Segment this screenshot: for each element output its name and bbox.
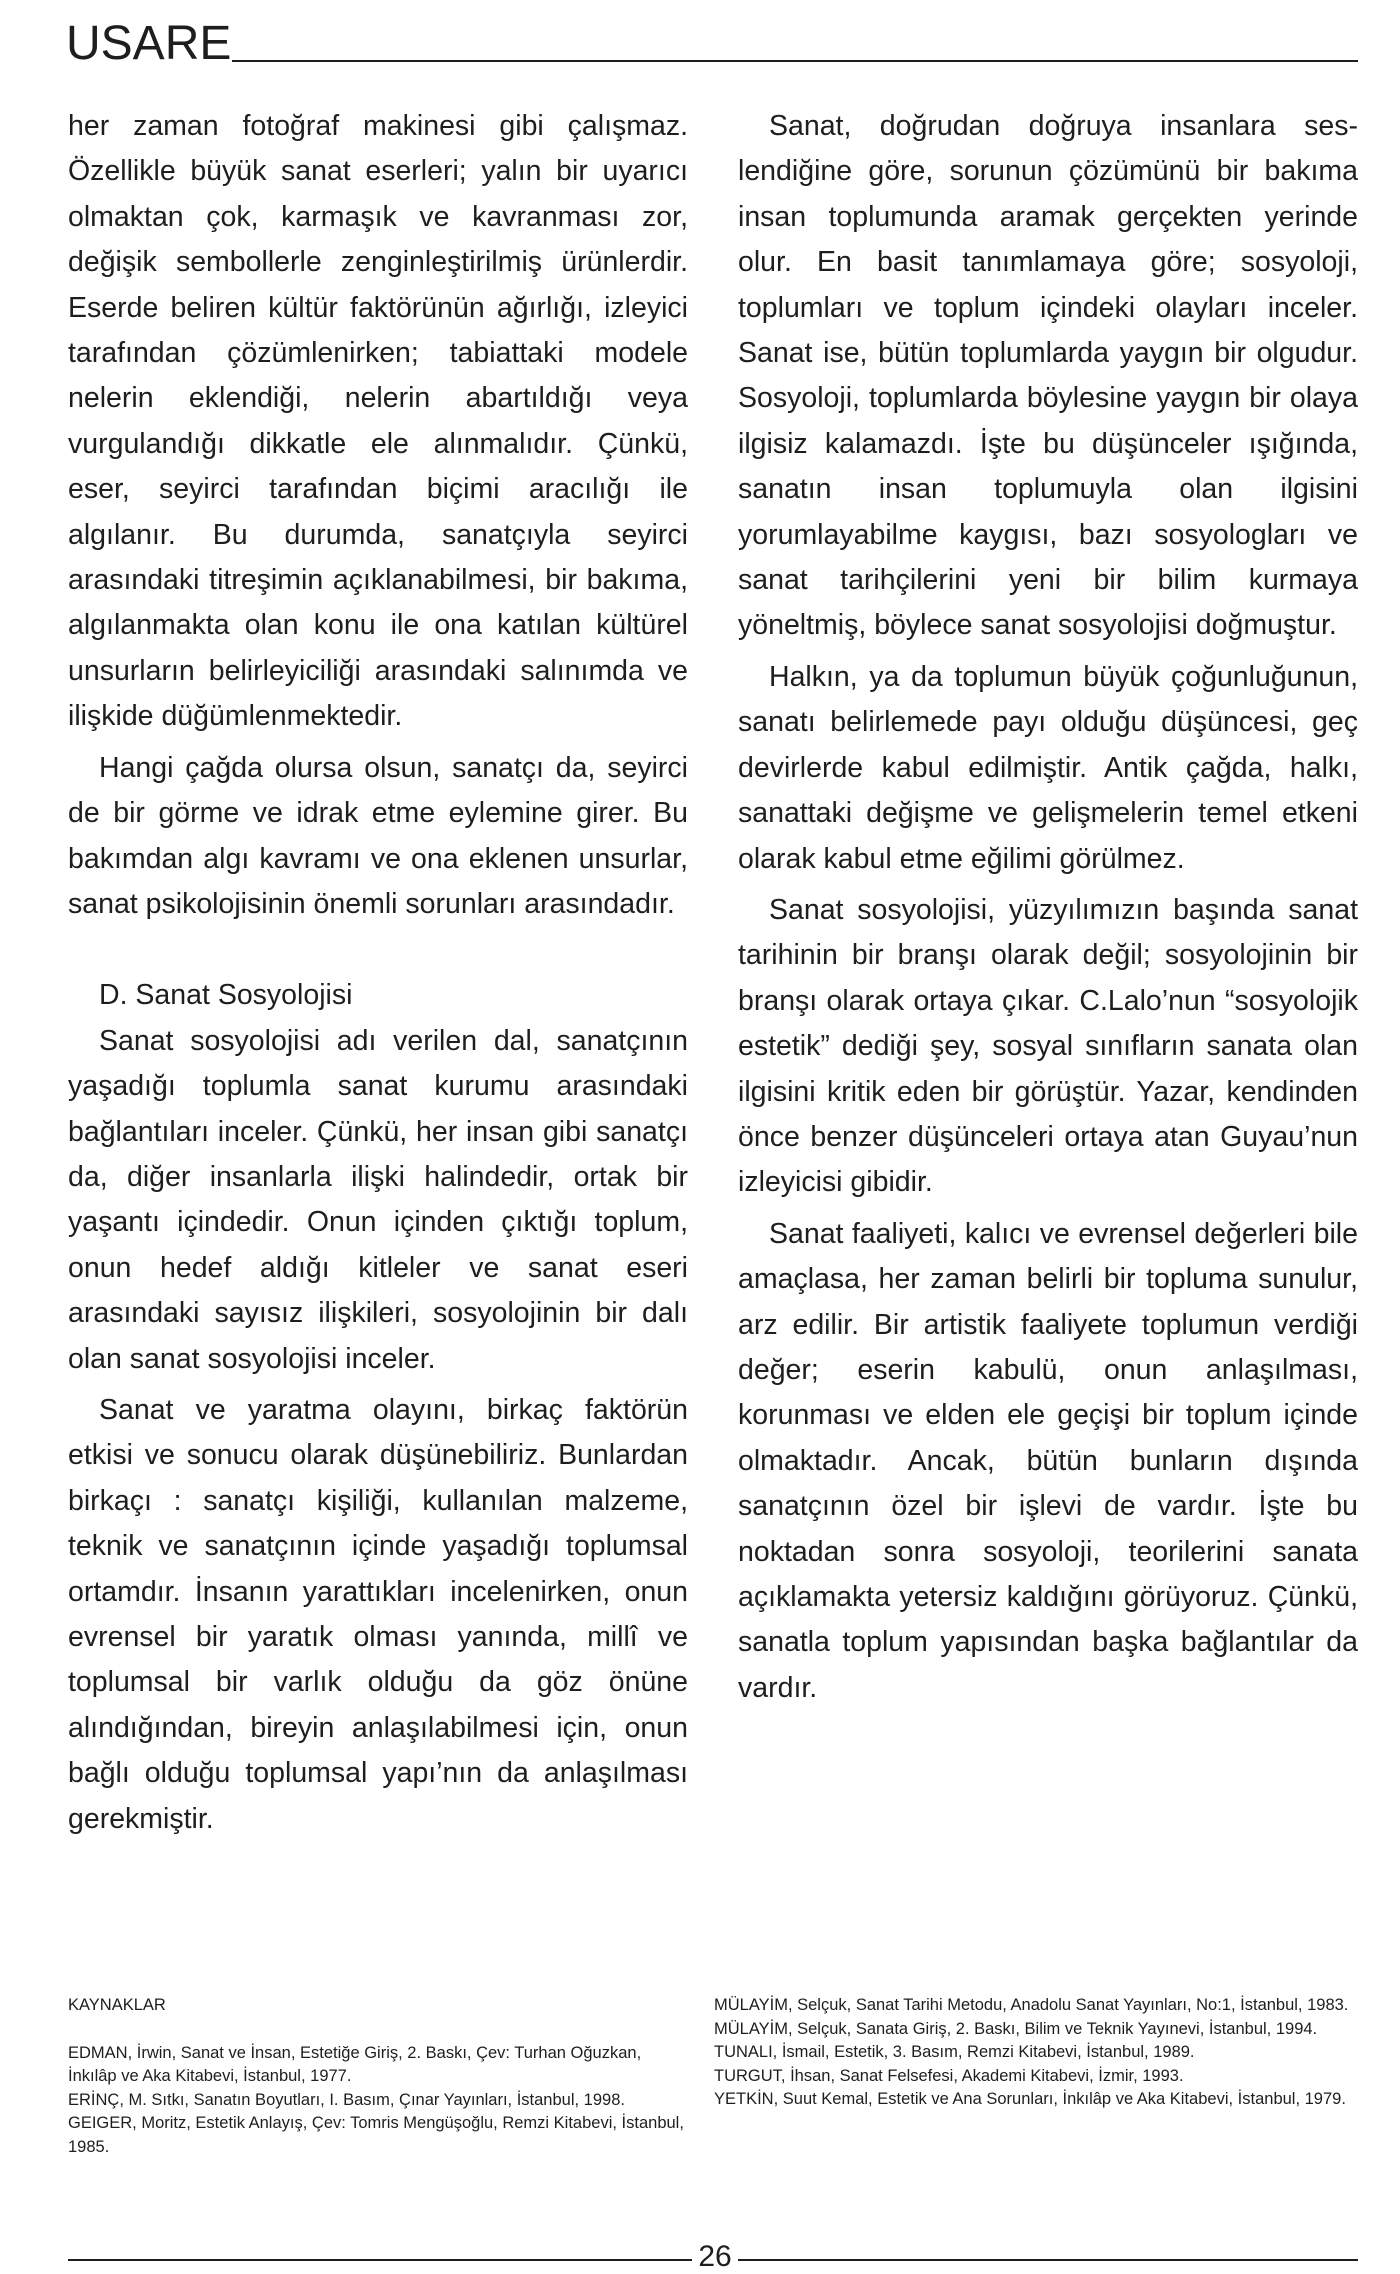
page-number: 26 [698, 2240, 732, 2273]
reference-item: GEIGER, Moritz, Estetik Anlayış, Çev: Tomris Mengüşoğlu, Remzi Kitabevi, İstanbul, 1985. [68, 2114, 684, 2156]
reference-item: EDMAN, İrwin, Sanat ve İnsan, Estetiğe Giriş, 2. Baskı, Çev: Turhan Oğuzkan, İnkılâp ve Aka Kitabevi, İstanbul, 1977. [68, 2043, 642, 2085]
reference-item: YETKİN, Suut Kemal, Estetik ve Ana Sorunları, İnkılâp ve Aka Kitabevi, İstanbul, 1979. [714, 2090, 1346, 2108]
page-header [66, 17, 1358, 70]
right-column [738, 104, 1358, 1711]
reference-item: MÜLAYİM, Selçuk, Sanata Giriş, 2. Baskı, Bilim ve Teknik Yayınevi, İstanbul, 1994. [714, 2019, 1318, 2038]
header-rule [232, 60, 1358, 62]
paragraph: Sanat faaliyeti, kalıcı ve evrensel değerleri bile amaçlasa, her zaman belirli bir topluma sunulur, arz edilir. Bir artistik faaliyete toplumun verdiği değer; eserin kabulü, onun anlaşılması, korunması ve elden ele geçişi bir toplum içinde olmaktadır. Ancak, bütün bunların dışında sanatçının özel bir işlevi de vardır. İşte bu noktadan sonra sosyoloji, teorilerini sanata açıklamakta yetersiz kaldığını görüyoruz. Çünkü, sanatla toplum yapısından başka bağlantılar da vardır. [738, 1217, 1358, 1704]
paragraph: Sanat ve yaratma olayını, birkaç faktörün etkisi ve sonucu olarak düşünebiliriz. Bunlardan birkaçı : sanatçı kişiliği, kullanılan malzeme, teknik ve sanatçının içinde yaşadığı toplumsal ortamdır. İnsanın yarattıkları incelenirken, onun evrensel bir yaratık olması yanında, millî ve toplumsal bir varlık olduğu da göz önüne alındığından, bireyin anlaşılabilmesi için, onun bağlı olduğu toplumsal yapı’nın da anlaşılması gerekmiştir. [68, 1393, 688, 1835]
left-column [68, 104, 688, 1842]
references-left [68, 1994, 688, 2159]
references-title: KAYNAKLAR [68, 1996, 166, 2014]
paragraph: Sanat, doğrudan doğruya insanlara seslendiğine göre, sorunun çözümünü bir bakıma insan toplumunda aramak gerçekten yerinde olur. En basit tanımlamaya göre; sosyoloji, toplumları ve toplum içindeki olayları inceler. Sanat ise, bütün toplumlarda yaygın bir olgudur. Sosyoloji, toplumlarda böylesine yaygın bir olaya ilgisiz kalamazdı. İşte bu düşünceler ışığında, sanatın insan toplumuyla olan ilgisini yorumlayabilme kaygısı, bazı sosyologları ve sanat tarihçilerini yeni bir bilim kurmaya yöneltmiş, böylece sanat sosyolojisi doğmuştur. [738, 110, 1358, 642]
paragraph: Hangi çağda olursa olsun, sanatçı da, seyirci de bir görme ve idrak etme eylemine girer. Bu bakımdan algı kavramı ve ona eklenen unsurlar, sanat psikolojisinin önemli sorunları arasındadır. [68, 751, 688, 920]
reference-item: ERİNÇ, M. Sıtkı, Sanatın Boyutları, I. Basım, Çınar Yayınları, İstanbul, 1998. [68, 2090, 625, 2109]
references-right [714, 1994, 1354, 2112]
reference-item: MÜLAYİM, Selçuk, Sanat Tarihi Metodu, Anadolu Sanat Yayınları, No:1, İstanbul, 1983. [714, 1996, 1349, 2014]
paragraph: Sanat sosyolojisi, yüzyılımızın başında sanat tarihinin bir branşı olarak değil; sosyolojinin bir branşı olarak ortaya çıkar. C.Lalo’nun “sosyolojik estetik” dediği şey, sosyal sınıfların sanata olan ilgisini kritik eden bir görüştür. Yazar, kendinden önce benzer düşünceleri ortaya atan Guyau’nun izleyicisi gibidir. [738, 893, 1358, 1199]
paragraph: her zaman fotoğraf makinesi gibi çalışmaz. Özellikle büyük sanat eserleri; yalın bir uyarıcı olmaktan çok, karmaşık ve kavranması zor, değişik sembollerle zenginleştirilmiş ürünlerdir. Eserde beliren kültür faktörünün ağırlığı, izleyici tarafından çözümlenirken; tabiattaki modele nelerin eklendiği, nelerin abartıldığı veya vurgulandığı dikkatle ele alınmalıdır. Çünkü, eser, seyirci tarafından biçimi aracılığı ile algılanır. Bu durumda, sanatçıyla seyirci arasındaki titreşimin açıklanabilmesi, bir bakıma, algılanmakta olan konu ile ona katılan kültürel unsurların belirleyiciliği arasındaki salınımda ve ilişkide düğümlenmektedir. [68, 110, 688, 733]
paragraph: Halkın, ya da toplumun büyük çoğunluğunun, sanatı belirlemede payı olduğu düşüncesi, geç devirlerde kabul edilmiştir. Antik çağda, halkı, sanattaki değişme ve gelişmelerin temel etkeni olarak kabul etme eğilimi görülmez. [738, 660, 1358, 875]
footer-rule-right [738, 2259, 1358, 2261]
footer-rule-left [68, 2259, 692, 2261]
section-heading: D. Sanat Sosyolojisi [99, 979, 353, 1012]
reference-item: TUNALI, İsmail, Estetik, 3. Basım, Remzi Kitabevi, İstanbul, 1989. [714, 2043, 1195, 2061]
reference-item: TURGUT, İhsan, Sanat Felsefesi, Akademi Kitabevi, İzmir, 1993. [714, 2066, 1184, 2085]
journal-title: USARE [66, 17, 232, 70]
paragraph: Sanat sosyolojisi adı verilen dal, sanatçının yaşadığı toplumla sanat kurumu arasındaki bağlantıları inceler. Çünkü, her insan gibi sanatçı da, diğer insanlarla ilişki halindedir, ortak bir yaşantı içindedir. Onun içinden çıktığı toplum, onun hedef aldığı kitleler ve sanat eseri arasındaki sayısız ilişkileri, sosyolojinin bir dalı olan sanat sosyolojisi inceler. [68, 1024, 688, 1375]
